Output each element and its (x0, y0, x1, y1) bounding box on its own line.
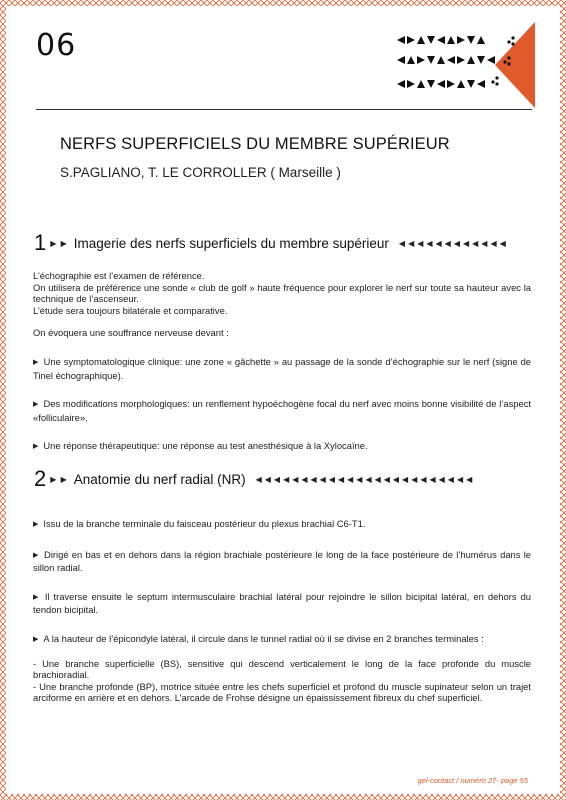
section-heading (34, 230, 534, 256)
page-number: 06 (36, 28, 77, 63)
arrow-row-icon: ◀◀◀◀◀◀◀◀◀◀◀◀◀◀◀◀◀◀◀◀◀◀◀◀ (255, 474, 476, 484)
paragraph: L’étude sera toujours bilatérale et comparative. (33, 304, 228, 316)
article-authors: S.PAGLIANO, T. LE CORROLLER ( Marseille ) (60, 165, 341, 180)
arrow-icon: ▶ ▶ (50, 238, 68, 248)
paragraph: - Une branche superficielle (BS), sensitive qui descend verticalement le long de la face profonde du muscle brachioradial. (33, 657, 531, 681)
section-title: Anatomie du nerf radial (NR) (73, 471, 246, 487)
bullet-item: ▶ A la hauteur de l’épicondyle latéral, il circule dans le tunnel radial où il se divise en 2 branches terminales : (33, 633, 531, 647)
paragraph: L’échographie est l’examen de référence. (33, 270, 205, 281)
bullet-item: ▶ Dirigé en bas et en dehors dans la région brachiale postérieure le long de la face postérieure de l’humérus dans le sillon radial. (33, 549, 531, 574)
bullet-item: ▶ Une symptomatologique clinique: une zone « gâchette » au passage de la sonde d’échographie sur le nerf (signe de Tinel échographique). (33, 356, 531, 381)
decorative-triangles (395, 22, 535, 108)
section-number: 2 (34, 466, 47, 491)
bullet-item: ▶ Des modifications morphologiques: un renflement hypoéchogène focal du nerf avec moins bonne visibilité de l’aspect «folliculaire». (33, 398, 531, 423)
section-body (33, 518, 531, 704)
section-body (33, 270, 531, 454)
paragraph: On utilisera de préférence une sonde « club de golf » haute fréquence pour explorer le nerf sur toute sa hauteur avec la technique de l’ascenseur. (33, 281, 531, 305)
page-footer: gel-contact / numéro 27- page 55 (417, 776, 528, 785)
arrow-icon: ▶ ▶ (50, 474, 68, 484)
arrow-row-icon: ◀◀◀◀◀◀◀◀◀◀◀◀ (398, 238, 509, 248)
paragraph: - Une branche profonde (BP), motrice située entre les chefs superficiel et profond du muscle supinateur selon un trajet arciforme en arrière et en dehors. L’arcade de Frohse désigne un épaississement fibreux du chef superficiel. (33, 680, 531, 704)
bullet-item: ▶ Il traverse ensuite le septum intermusculaire brachial latéral pour rejoindre le sillon bicipital latéral, en dehors du tendon bicipital. (33, 591, 531, 616)
section-heading (34, 466, 534, 492)
paragraph: On évoquera une souffrance nerveuse devant : (33, 327, 229, 339)
bullet-item: ▶ Une réponse thérapeutique: une réponse au test anesthésique à la Xylocaïne. (33, 440, 531, 454)
section-number: 1 (34, 230, 47, 255)
bullet-item: ▶ Issu de la branche terminale du faisceau postérieur du plexus brachial C6-T1. (33, 518, 531, 532)
section-title: Imagerie des nerfs superficiels du membre supérieur (73, 235, 389, 251)
article-title: NERFS SUPERFICIELS DU MEMBRE SUPÉRIEUR (60, 135, 450, 153)
header-rule (36, 109, 532, 110)
